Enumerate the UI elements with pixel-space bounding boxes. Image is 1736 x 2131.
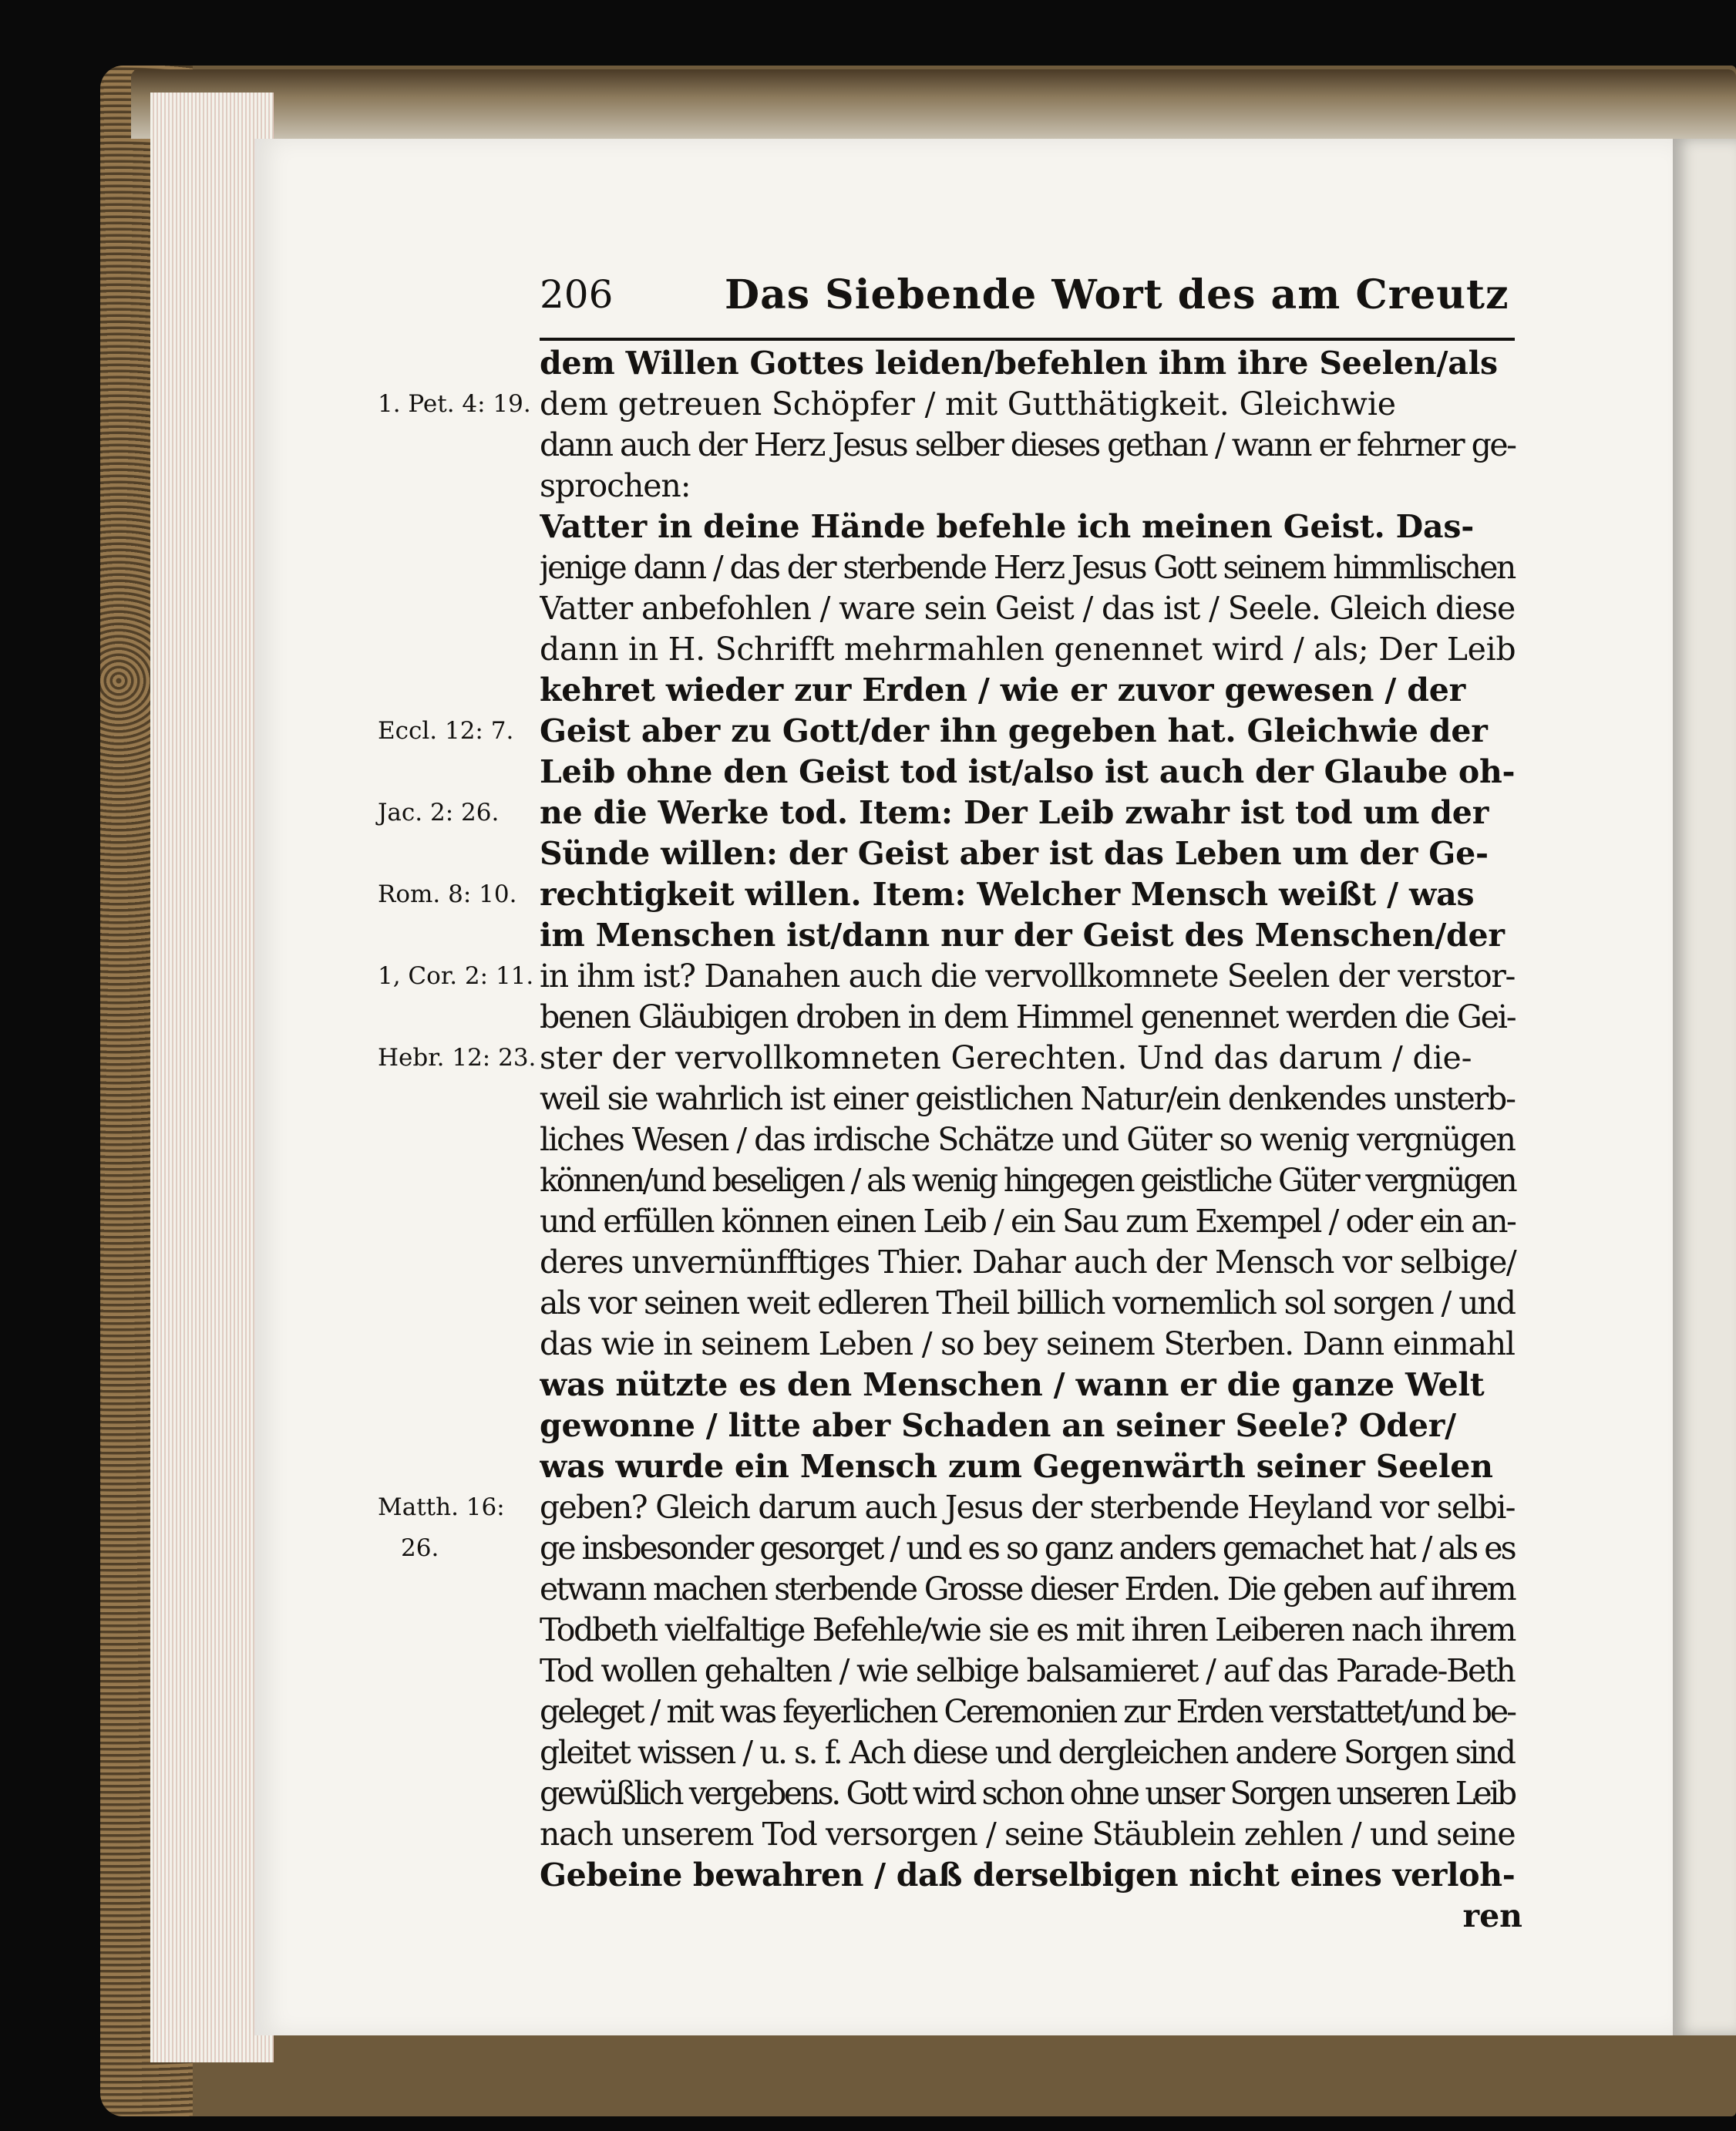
text-line: ne die Werke tod. Item: Der Leib zwahr ist tod um der xyxy=(540,794,1489,831)
text-line: etwann machen sterbende Grosse dieser Erden. Die geben auf ihrem xyxy=(540,1570,1515,1608)
text-line: weil sie wahrlich ist einer geistlichen Natur/ein denkendes unsterb- xyxy=(540,1080,1515,1117)
text-line: können/und beseligen / als wenig hingegen geistliche Güter vergnügen xyxy=(540,1162,1516,1199)
text-line: dann in H. Schrifft mehrmahlen genennet wird / als; Der Leib xyxy=(540,631,1516,668)
text-line: als vor seinen weit edleren Theil billich vornemlich sol sorgen / und xyxy=(540,1284,1515,1321)
margin-note: 1. Pet. 4: 19. xyxy=(378,390,531,418)
margin-note: 1, Cor. 2: 11. xyxy=(378,962,534,990)
text-line: gewonne / litte aber Schaden an seiner Seele? Oder/ xyxy=(540,1407,1456,1444)
margin-note: Eccl. 12: 7. xyxy=(378,717,514,745)
text-line: Tod wollen gehalten / wie selbige balsamieret / auf das Parade-Beth xyxy=(540,1652,1515,1689)
page-number: 206 xyxy=(540,272,614,317)
text-line: Vatter anbefohlen / ware sein Geist / das ist / Seele. Gleich diese xyxy=(540,590,1516,627)
margin-note: 26. xyxy=(401,1534,439,1562)
margin-note: Jac. 2: 26. xyxy=(378,799,500,826)
page-header xyxy=(540,266,1511,324)
top-page-edge xyxy=(131,69,1736,139)
text-line: nach unserem Tod versorgen / seine Stäublein zehlen / und seine xyxy=(540,1816,1516,1853)
text-line: deres unvernünfftiges Thier. Dahar auch der Mensch vor selbige/ xyxy=(540,1244,1516,1281)
text-line: benen Gläubigen droben in dem Himmel genennet werden die Gei- xyxy=(540,998,1516,1035)
text-line: geleget / mit was feyerlichen Ceremonien zur Erden verstattet/und be- xyxy=(540,1693,1515,1730)
text-line: was nützte es den Menschen / wann er die ganze Welt xyxy=(540,1366,1485,1403)
text-line: sprochen: xyxy=(540,467,691,504)
text-line: was wurde ein Mensch zum Gegenwärth seiner Seelen xyxy=(540,1448,1493,1485)
text-line: Geist aber zu Gott/der ihn gegeben hat. Gleichwie der xyxy=(540,712,1488,749)
text-line: dem getreuen Schöpfer / mit Gutthätigkeit. Gleichwie xyxy=(540,385,1396,422)
text-line: rechtigkeit willen. Item: Welcher Mensch weißt / was xyxy=(540,876,1475,913)
text-line: Todbeth vielfaltige Befehle/wie sie es mit ihren Leiberen nach ihrem xyxy=(540,1611,1515,1648)
text-line: ge insbesonder gesorget / und es so ganz anders gemachet hat / als es xyxy=(540,1530,1515,1567)
body-text xyxy=(540,343,1522,1937)
text-line: das wie in seinem Leben / so bey seinem Sterben. Dann einmahl xyxy=(540,1325,1515,1362)
text-line: ren xyxy=(1462,1897,1522,1934)
facing-page-edge xyxy=(1673,139,1736,2035)
text-line: Leib ohne den Geist tod ist/also ist auch der Glaube oh- xyxy=(540,753,1516,790)
text-line: und erfüllen können einen Leib / ein Sau zum Exempel / oder ein an- xyxy=(540,1203,1516,1240)
margin-note: Hebr. 12: 23. xyxy=(378,1044,537,1072)
header-rule xyxy=(540,338,1515,341)
text-line: liches Wesen / das irdische Schätze und Güter so wenig vergnügen xyxy=(540,1121,1515,1158)
text-line: gewüßlich vergebens. Gott wird schon ohne unser Sorgen unseren Leib xyxy=(540,1775,1515,1812)
text-line: kehret wieder zur Erden / wie er zuvor gewesen / der xyxy=(540,672,1466,709)
text-line: im Menschen ist/dann nur der Geist des Menschen/der xyxy=(540,917,1505,954)
text-line: Sünde willen: der Geist aber ist das Leben um der Ge- xyxy=(540,835,1489,872)
text-line: Vatter in deine Hände befehle ich meinen Geist. Das- xyxy=(540,508,1475,545)
text-line: gleitet wissen / u. s. f. Ach diese und dergleichen andere Sorgen sind xyxy=(540,1734,1515,1771)
text-line: geben? Gleich darum auch Jesus der sterbende Heyland vor selbi- xyxy=(540,1489,1515,1526)
text-line: dann auch der Herz Jesus selber dieses gethan / wann er fehrner ge- xyxy=(540,426,1516,463)
text-line: ster der vervollkomneten Gerechten. Und das darum / die- xyxy=(540,1039,1472,1076)
text-line: jenige dann / das der sterbende Herz Jesus Gott seinem himmlischen xyxy=(540,549,1515,586)
text-line: dem Willen Gottes leiden/befehlen ihm ihre Seelen/als xyxy=(540,345,1498,382)
margin-note: Matth. 16: xyxy=(378,1493,505,1521)
text-line: in ihm ist? Danahen auch die vervollkomnete Seelen der verstor- xyxy=(540,958,1515,995)
text-line: Gebeine bewahren / daß derselbigen nicht eines verloh- xyxy=(540,1857,1516,1894)
running-title: Das Siebende Wort des am Creutz xyxy=(725,271,1509,318)
margin-note: Rom. 8: 10. xyxy=(378,880,517,908)
